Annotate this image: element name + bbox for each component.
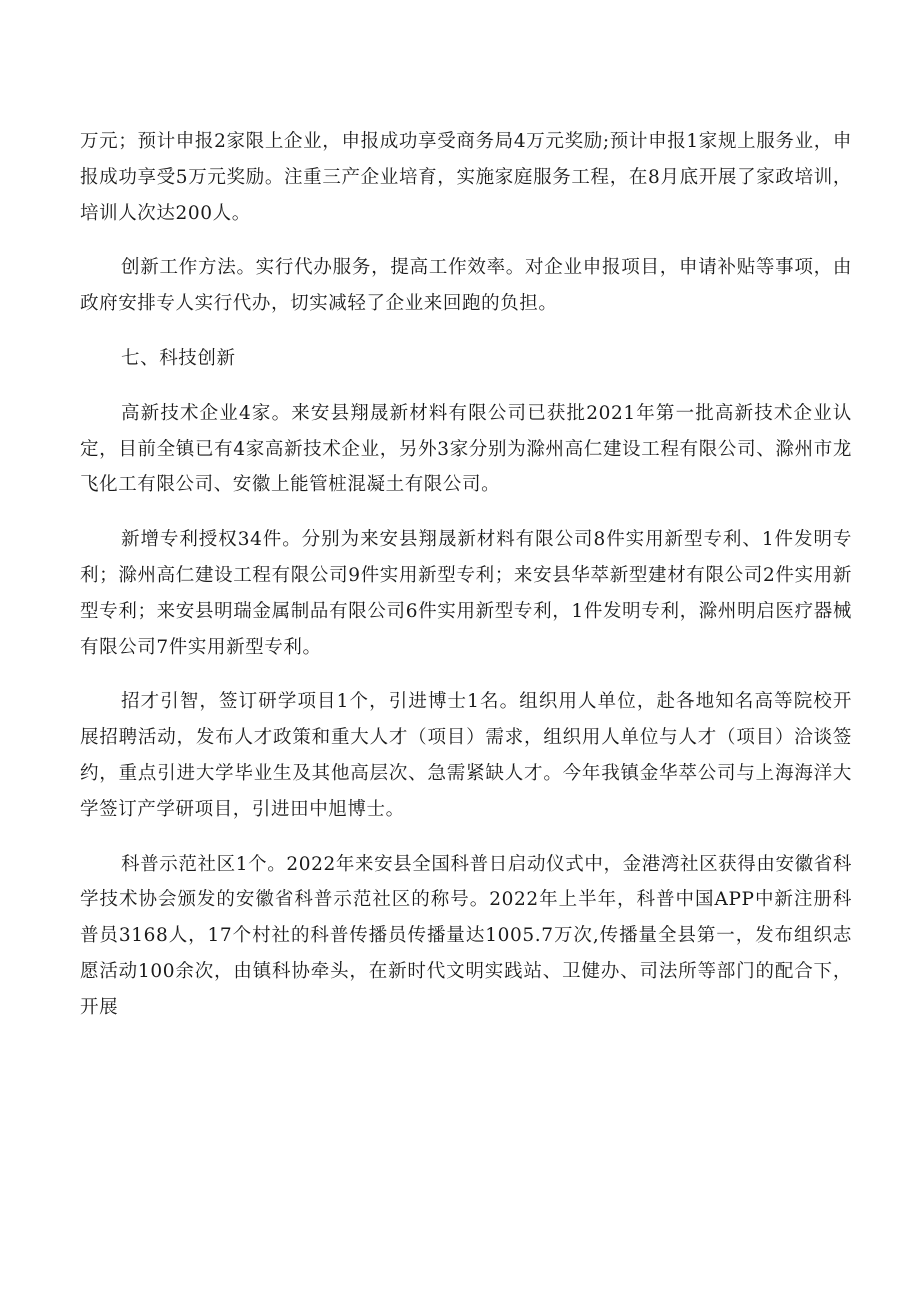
paragraph-service-awards: 万元；预计申报2家限上企业，申报成功享受商务局4万元奖励;预计申报1家规上服务业，申报成功享受5万元奖励。注重三产企业培育，实施家庭服务工程，在8月底开展了家政培训，培训人次达200人。 [80,131,852,224]
paragraph-high-tech-enterprises: 高新技术企业4家。来安县翔晟新材料有限公司已获批2021年第一批高新技术企业认定，目前全镇已有4家高新技术企业，另外3家分别为滁州高仁建设工程有限公司、滁州市龙飞化工有限公司、安徽上能管桩混凝土有限公司。 [80,402,852,496]
paragraph-talent-recruitment: 招才引智，签订研学项目1个，引进博士1名。组织用人单位，赴各地知名高等院校开展招聘活动，发布人才政策和重大人才（项目）需求，组织用人单位与人才（项目）洽谈签约，重点引进大学毕业生及其他高层次、急需紧缺人才。今年我镇金华萃公司与上海海洋大学签订产学研项目，引进田中旭博士。 [80,691,852,820]
paragraph-science-community: 科普示范社区1个。2022年来安县全国科普日启动仪式中，金港湾社区获得由安徽省科学技术协会颁发的安徽省科普示范社区的称号。2022年上半年，科普中国APP中新注册科普员3168人，17个村社的科普传播员传播量达1005.7万次,传播量全县第一，发布组织志愿活动100余次，由镇科协牵头，在新时代文明实践站、卫健办、司法所等部门的配合下，开展 [80,853,852,1018]
section-heading-tech-innovation: 七、科技创新 [121,347,236,369]
paragraph-innovative-methods: 创新工作方法。实行代办服务，提高工作效率。对企业申报项目，申请补贴等事项，由政府安排专人实行代办，切实减轻了企业来回跑的负担。 [80,257,852,315]
document-page [80,124,852,1026]
paragraph-patents: 新增专利授权34件。分别为来安县翔晟新材料有限公司8件实用新型专利、1件发明专利；滁州高仁建设工程有限公司9件实用新型专利；来安县华萃新型建材有限公司2件实用新型专利；来安县明瑞金属制品有限公司6件实用新型专利，1件发明专利，滁州明启医疗器械有限公司7件实用新型专利。 [80,529,852,658]
